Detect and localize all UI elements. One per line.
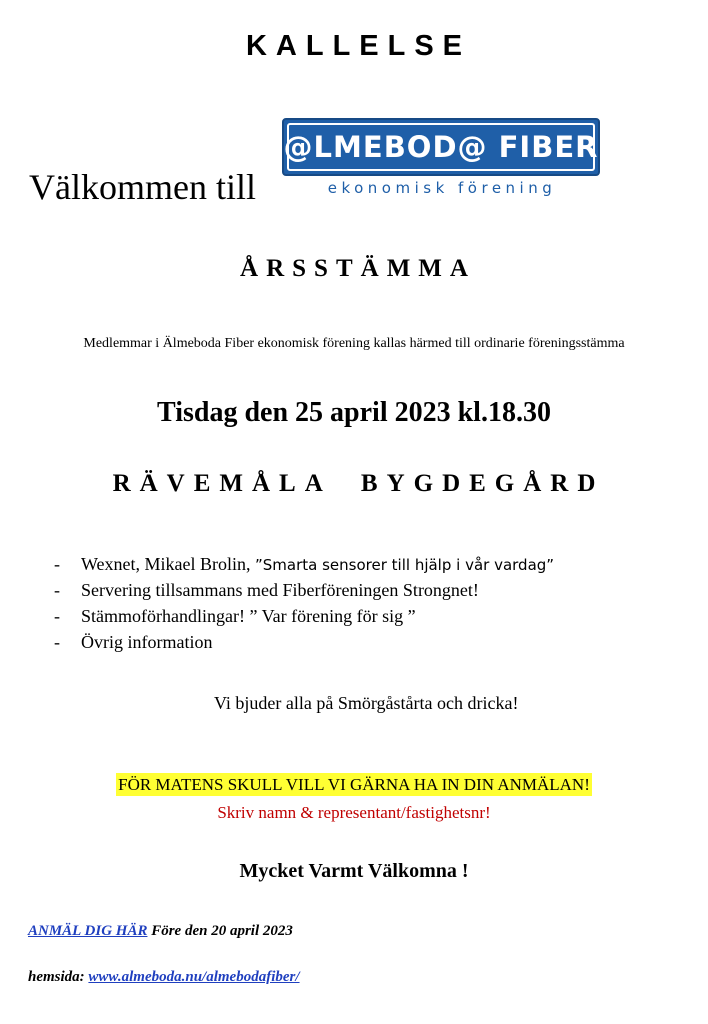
list-item bbox=[54, 577, 554, 603]
agenda-item-talk-title: ”Smarta sensorer till hjälp i vår vardag” bbox=[255, 556, 555, 574]
intro-text: Medlemmar i Älmeboda Fiber ekonomisk förening kallas härmed till ordinarie föreningsstämma bbox=[83, 336, 625, 351]
agenda-item-text: Servering tillsammans med Fiberföreningen Strongnet! bbox=[81, 580, 479, 600]
registration-notice-highlight: FÖR MATENS SKULL VILL VI GÄRNA HA IN DIN ANMÄLAN! bbox=[118, 775, 590, 794]
registration-instructions: Skriv namn & representant/fastighetsnr! bbox=[217, 803, 491, 822]
bullet-dash: - bbox=[54, 632, 60, 652]
registration-notice bbox=[0, 775, 708, 795]
homepage-label: hemsida: bbox=[28, 969, 89, 985]
welcome-text: Välkommen till bbox=[29, 167, 256, 207]
logo bbox=[282, 118, 602, 197]
agenda-item-speaker: Wexnet, Mikael Brolin, bbox=[81, 554, 256, 574]
agenda-item-text: Övrig information bbox=[81, 632, 213, 652]
list-item bbox=[54, 603, 554, 629]
homepage-line bbox=[28, 969, 300, 986]
logo-badge bbox=[282, 118, 600, 176]
logo-subtitle: ekonomisk förening bbox=[327, 179, 557, 197]
homepage-link[interactable]: www.almeboda.nu/almebodafiber/ bbox=[88, 969, 300, 985]
logo-name: @LMEBOD@ FIBER bbox=[287, 123, 595, 171]
closing-text: Mycket Varmt Välkomna ! bbox=[239, 860, 469, 882]
bullet-dash: - bbox=[54, 606, 60, 626]
food-offer-text: Vi bjuder alla på Smörgåstårta och dricka! bbox=[214, 693, 519, 713]
list-item bbox=[54, 629, 554, 655]
agenda-list bbox=[54, 551, 554, 655]
register-deadline: Före den 20 april 2023 bbox=[147, 923, 293, 939]
register-line bbox=[28, 923, 293, 940]
register-link[interactable]: ANMÄL DIG HÄR bbox=[28, 923, 148, 939]
meeting-heading: ÅRSSTÄMMA bbox=[240, 255, 476, 282]
meeting-venue: RÄVEMÅLA BYGDEGÅRD bbox=[112, 470, 605, 497]
meeting-date: Tisdag den 25 april 2023 kl.18.30 bbox=[157, 397, 551, 428]
bullet-dash: - bbox=[54, 554, 60, 574]
list-item bbox=[54, 551, 554, 577]
bullet-dash: - bbox=[54, 580, 60, 600]
agenda-item-text: Stämmoförhandlingar! ” Var förening för sig ” bbox=[81, 606, 416, 626]
page-title: KALLELSE bbox=[245, 30, 472, 62]
